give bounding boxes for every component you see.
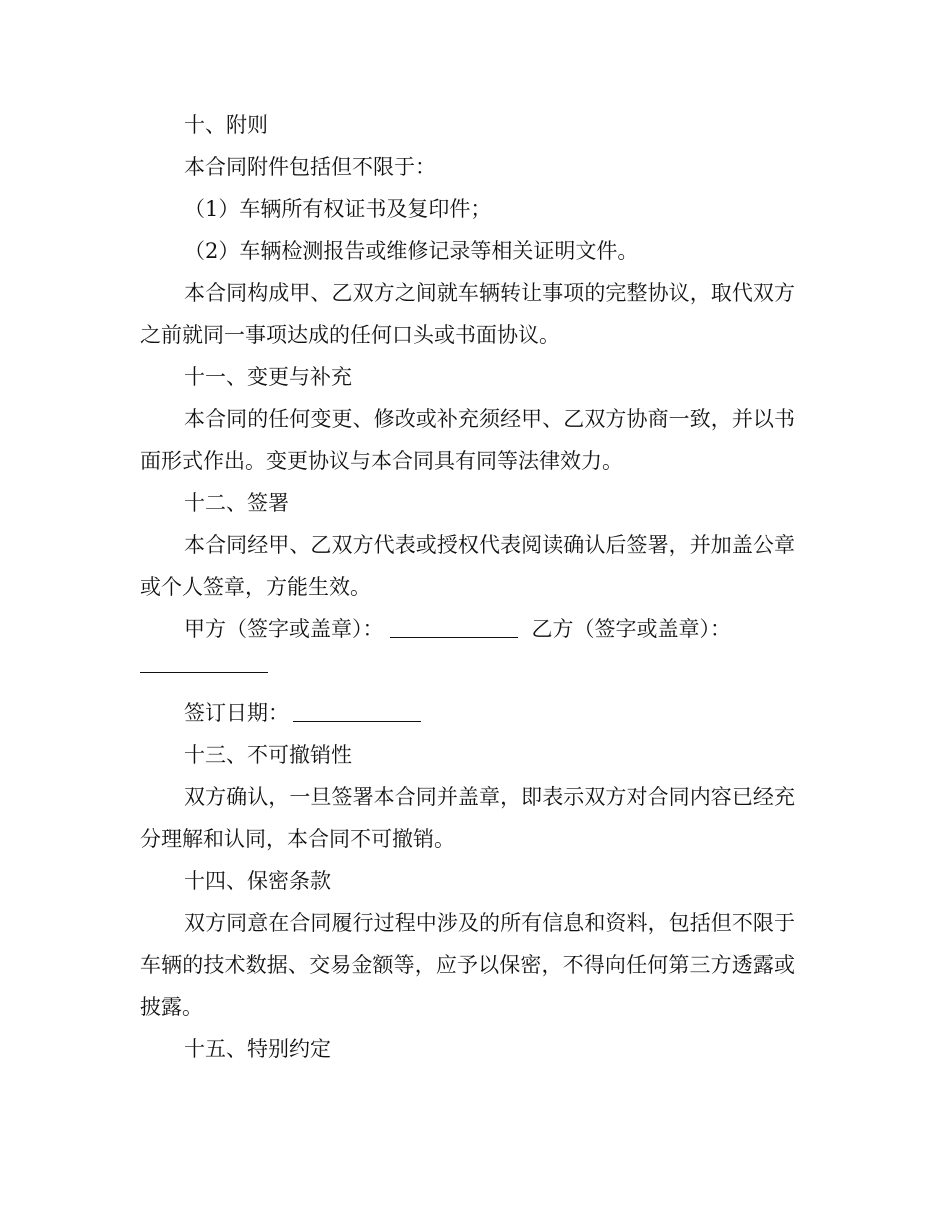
party-a-signature-label: 甲方（签字或盖章）： bbox=[184, 617, 384, 641]
section-heading-amendment: 十一、变更与补充 bbox=[184, 365, 352, 389]
party-b-signature-line bbox=[140, 650, 795, 692]
paragraph-confidentiality: 双方同意在合同履行过程中涉及的所有信息和资料，包括但不限于车辆的技术数据、交易金额等，应予以保密，不得向任何第三方透露或披露。 bbox=[140, 911, 795, 1019]
section-heading-appendix: 十、附则 bbox=[184, 113, 268, 137]
signature-row bbox=[140, 608, 795, 650]
list-item-inspection-report: （2）车辆检测报告或维修记录等相关证明文件。 bbox=[184, 239, 639, 263]
contract-body bbox=[140, 104, 795, 1070]
party-b-signature-label: 乙方（签字或盖章）： bbox=[531, 617, 731, 641]
signing-date-blank[interactable] bbox=[293, 699, 421, 722]
section-heading-special-terms: 十五、特别约定 bbox=[184, 1037, 331, 1061]
signing-date-row bbox=[140, 692, 795, 734]
section-heading-confidentiality: 十四、保密条款 bbox=[184, 869, 331, 893]
party-a-signature-blank[interactable] bbox=[390, 615, 518, 638]
section-heading-irrevocability: 十三、不可撤销性 bbox=[184, 743, 352, 767]
paragraph-amendment: 本合同的任何变更、修改或补充须经甲、乙双方协商一致，并以书面形式作出。变更协议与本合同具有同等法律效力。 bbox=[140, 407, 795, 473]
paragraph-appendix-intro: 本合同附件包括但不限于： bbox=[184, 155, 436, 179]
party-b-signature-blank[interactable] bbox=[140, 650, 268, 673]
paragraph-irrevocability: 双方确认，一旦签署本合同并盖章，即表示双方对合同内容已经充分理解和认同，本合同不可撤销。 bbox=[140, 785, 795, 851]
paragraph-signing: 本合同经甲、乙双方代表或授权代表阅读确认后签署，并加盖公章或个人签章，方能生效。 bbox=[140, 533, 795, 599]
list-item-ownership-certificate: （1）车辆所有权证书及复印件； bbox=[184, 197, 492, 221]
section-heading-signing: 十二、签署 bbox=[184, 491, 289, 515]
paragraph-entire-agreement: 本合同构成甲、乙双方之间就车辆转让事项的完整协议，取代双方之前就同一事项达成的任何口头或书面协议。 bbox=[140, 281, 795, 347]
signing-date-label: 签订日期： bbox=[184, 701, 289, 725]
